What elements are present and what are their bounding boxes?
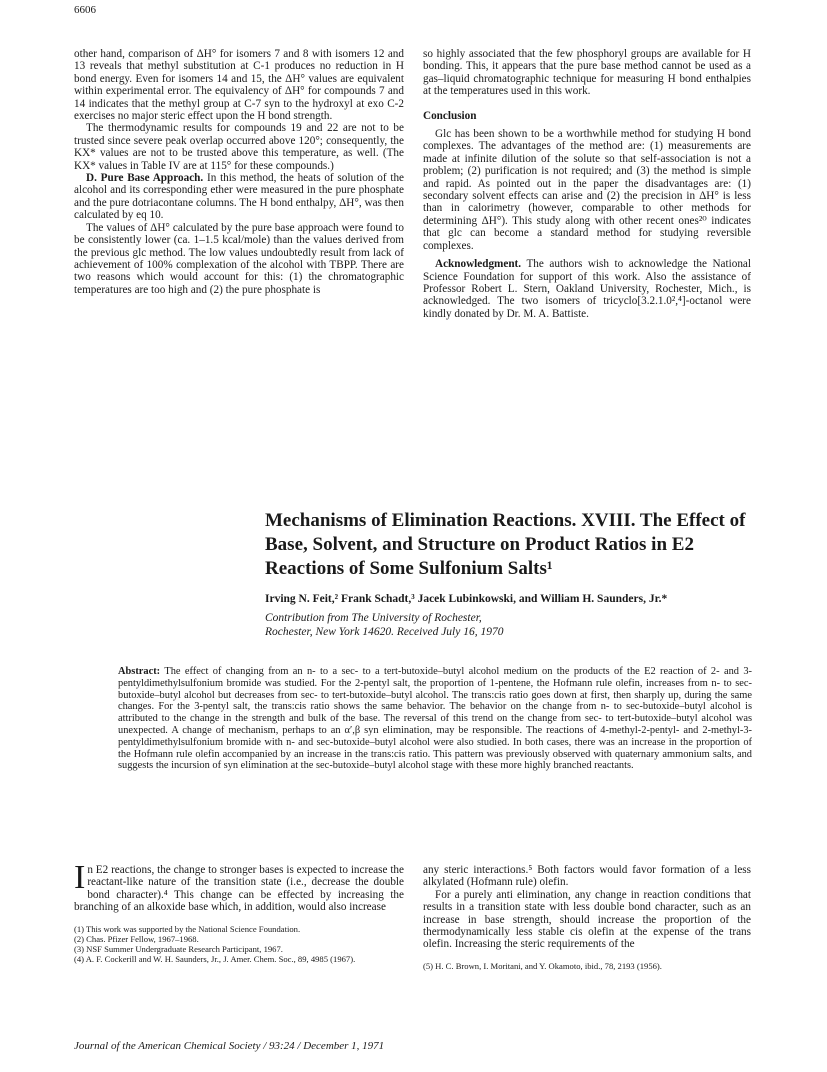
acknowledgment-heading: Acknowledgment. xyxy=(435,258,522,271)
article-header xyxy=(265,509,755,639)
paragraph: The thermodynamic results for compounds 19 and 22 are not to be trusted since severe peak overlap occurred above 120°; consequently, the KX* values are not to be trusted above this temperature, as well. (The KX* values in Table IV are at 115° for these compounds.) xyxy=(74,122,404,172)
acknowledgment-text: The authors wish to acknowledge the National Science Foundation for support of this work. Also the assistance of Professor Robert L. Stern, Oakland University, Rochester, Mich., is acknowledged. The two isomers of tricyclo[3.2.1.0²,⁴]-octanol were kindly donated by Dr. M. A. Battiste. xyxy=(423,258,751,320)
acknowledgment xyxy=(423,258,751,320)
left-column-bottom xyxy=(74,859,404,964)
section-heading-conclusion: Conclusion xyxy=(423,109,477,122)
drop-cap: I xyxy=(74,859,86,896)
paragraph-text: In this method, the heats of solution of the alcohol and its corresponding ether were measured in the pure phosphate and the pure dotriacontane columns. The H bond enthalpy, ΔH°, was then calculated by eq 10. xyxy=(74,172,405,222)
paragraph: any steric interactions.⁵ Both factors would favor formation of a less alkylated (Hofmann rule) olefin. xyxy=(423,864,751,889)
subsection-heading: D. Pure Base Approach. xyxy=(86,172,204,185)
footnote: (5) H. C. Brown, I. Moritani, and Y. Okamoto, ibid., 78, 2193 (1956). xyxy=(423,960,662,971)
abstract-label: Abstract: xyxy=(118,666,161,677)
right-column-top xyxy=(423,48,751,320)
footnote: (3) NSF Summer Undergraduate Research Participant, 1967. xyxy=(74,943,283,954)
abstract xyxy=(118,666,752,772)
footnotes xyxy=(74,924,404,964)
footnote: (4) A. F. Cockerill and W. H. Saunders, Jr., J. Amer. Chem. Soc., 89, 4985 (1967). xyxy=(74,953,356,964)
paragraph: other hand, comparison of ΔH° for isomers 7 and 8 with isomers 12 and 13 reveals that methyl substitution at C-1 produces no reduction in H bond energy. Even for isomers 14 and 15, the ΔH° values are equivalent within experimental error. The equivalency of ΔH° for compounds 7 and 14 indicates that the methyl group at C-7 syn to the hydroxyl at exo C-2 exercises no major steric effect upon the H bond strength. xyxy=(74,48,404,123)
paragraph: The values of ΔH° calculated by the pure base approach were found to be consistently lower (ca. 1–1.5 kcal/mole) than the values derived from the previous glc method. The low values undoubtedly result from lack of achievement of 100% complexation of the alcohol with TBPP. There are two reasons which would account for this: (1) the chromatographic temperatures are too high and (2) the pure phosphate is xyxy=(74,221,404,296)
footnote: (2) Chas. Pfizer Fellow, 1967–1968. xyxy=(74,933,199,944)
paragraph-text: n E2 reactions, the change to stronger bases is expected to increase the reactant-like nature of the transition state (i.e., decrease the double bond character).⁴ This change can be effected by increasing the branching of an alkoxide base which, in addition, would also increase xyxy=(74,864,404,914)
affiliation-line: Rochester, New York 14620. Received July 16, 1970 xyxy=(265,626,504,638)
paragraph: For a purely anti elimination, any change in reaction conditions that results in a transition state with less double bond character, such as an increase in base strength, should increase the proportion of the thermodynamically less stable cis olefin at the expense of the trans olefin. Increasing the steric requirements of the xyxy=(423,888,751,951)
paragraph: Glc has been shown to be a worthwhile method for studying H bond complexes. The advantages of the method are: (1) measurements are made at infinite dilution of the solute so that self-association is not a problem; (2) purification is not required; and (3) the method is simple and rapid. As pointed out in the paper the disadvantages are: (1) secondary solvent effects can arise and (2) the precision in ΔH° is less than in calorimetry (however, comparable to other methods for determining ΔH°). This study along with other recent ones²⁰ indicates that glc can become a standard method for studying reversible complexes. xyxy=(423,128,751,252)
paragraph: so highly associated that the few phosphoryl groups are available for H bonding. This, it appears that the pure base method cannot be used as a gas–liquid chromatographic technique for measuring H bond enthalpies at the temperatures used in this work. xyxy=(423,48,751,98)
affiliation-line: Contribution from The University of Rochester, xyxy=(265,612,482,624)
article-title: Mechanisms of Elimination Reactions. XVIII. The Effect of Base, Solvent, and Structure on Product Ratios in E2 Reactions of Some Sulfonium Salts¹ xyxy=(265,510,746,579)
affiliation xyxy=(265,611,755,639)
paragraph xyxy=(74,859,404,914)
page-number: 6606 xyxy=(74,4,96,16)
abstract-text: The effect of changing from an n- to a sec- to a tert-butoxide–butyl alcohol medium on the products of the E2 reaction of 2- and 3-pentyldimethylsulfonium bromide was studied. For the 2-pentyl salt, the proportion of 1-pentene, the Hofmann rule olefin, increases from n- to sec-butoxide–butyl alcohol but decreases from sec- to tert-butoxide–butyl alcohol. The trans:cis ratio goes down at first, then sharply up, during the same changes. For the 3-pentyl salt, the trans:cis ratio shows the same behavior. The behavior on the change from n- to sec-butoxide–butyl alcohol is attributed to the change in the strength and bulk of the base. The reversal of this trend on the change from sec- to tert-butoxide–butyl alcohol was unexpected. A change of mechanism, perhaps to an α′,β syn elimination, may be responsible. The reactions of 4-methyl-2-pentyl- and 2-methyl-3-pentyldimethylsulfonium bromide with n- and sec-butoxide–butyl alcohol were also studied. In both cases, there was an increase in the proportion of the Hofmann rule olefin accompanied by an increase in the trans:cis ratio. This pattern was previously observed with quaternary ammonium salts, and suggests the incursion of syn elimination at the sec-butoxide–butyl alcohol stage with these more highly branched reactants. xyxy=(118,666,752,772)
authors: Irving N. Feit,² Frank Schadt,³ Jacek Lubinkowski, and William H. Saunders, Jr.* xyxy=(265,593,668,605)
left-column-top xyxy=(74,48,404,296)
right-column-bottom xyxy=(423,864,751,971)
footnote: (1) This work was supported by the National Science Foundation. xyxy=(74,923,301,934)
paragraph xyxy=(74,172,404,222)
journal-footer: Journal of the American Chemical Society / 93:24 / December 1, 1971 xyxy=(74,1040,385,1052)
